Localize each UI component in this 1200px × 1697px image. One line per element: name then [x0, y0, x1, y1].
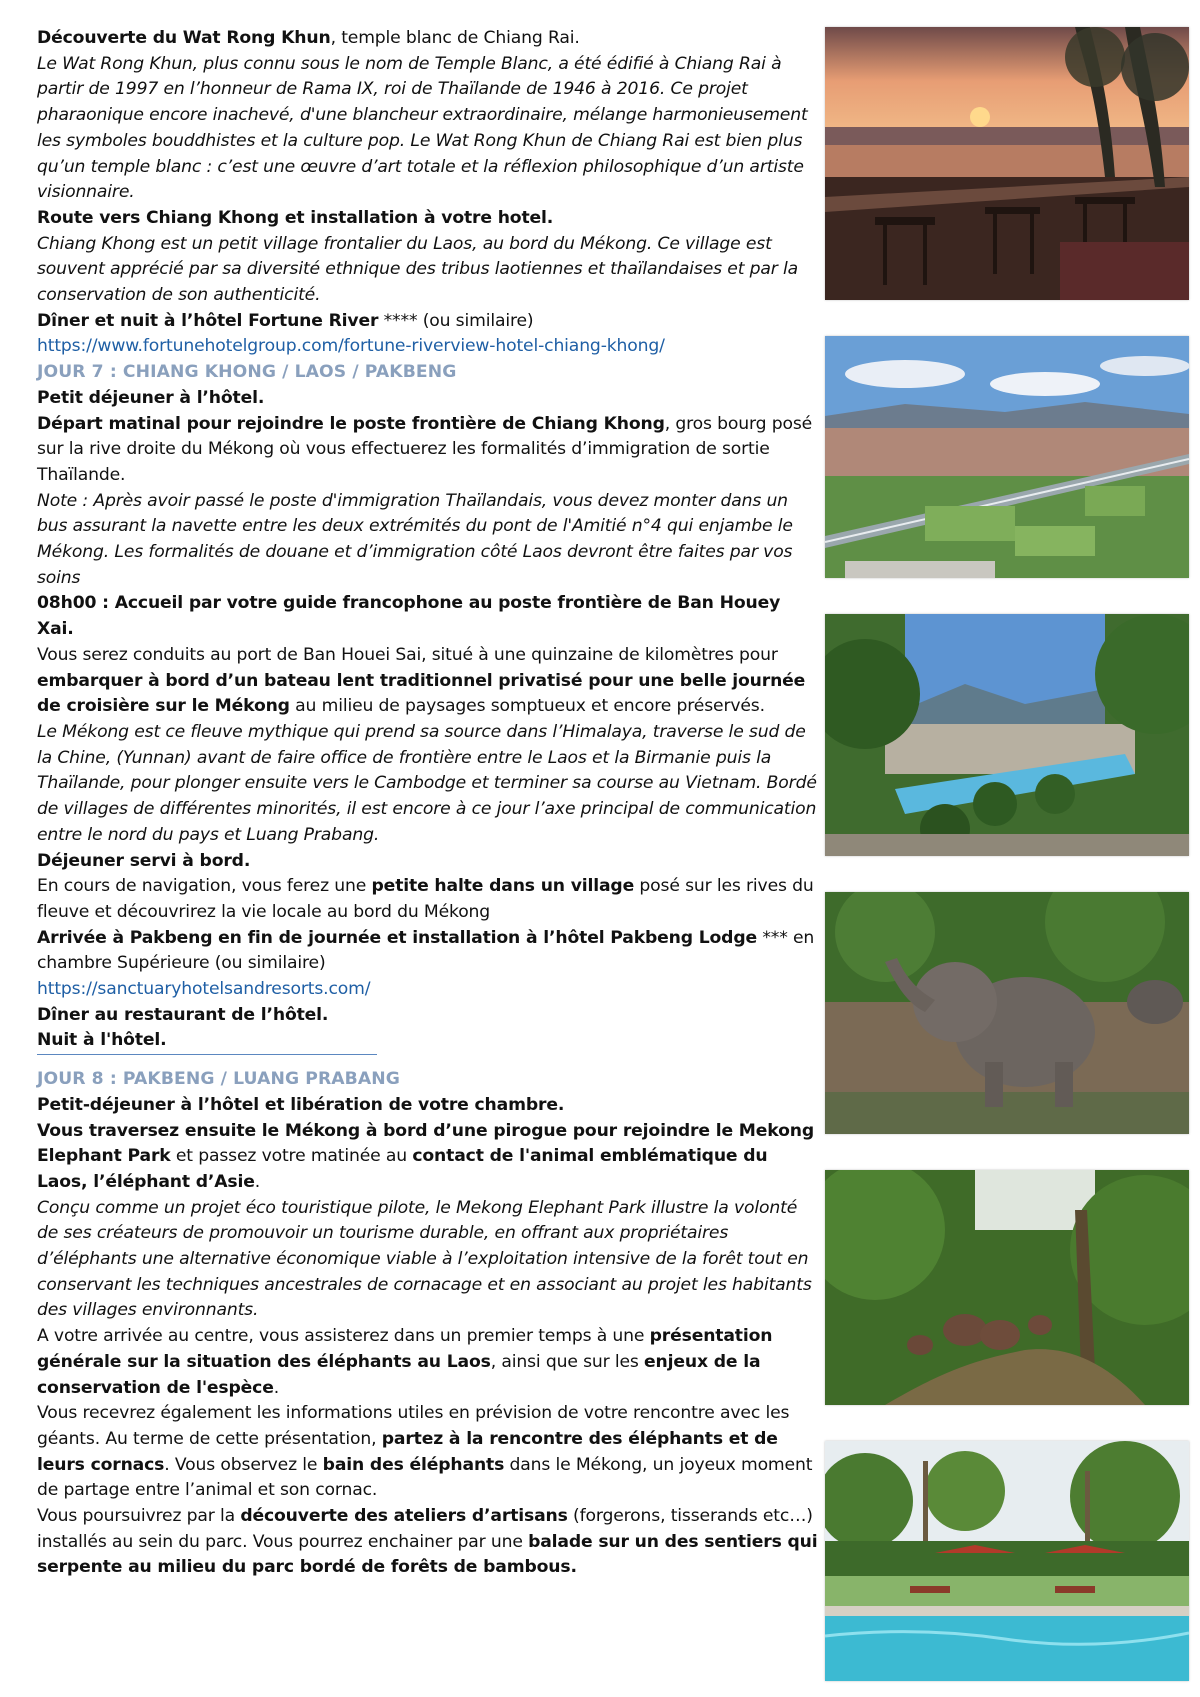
itinerary-paragraph — [37, 1028, 820, 1054]
text-run: Vous recevrez également les informations utiles en prévision de votre rencontre avec les géants. Au terme de cette présentation, — [37, 1403, 790, 1449]
itinerary-paragraph — [37, 874, 820, 925]
description-paragraph — [37, 489, 820, 592]
text-run: En cours de navigation, vous ferez une — [37, 876, 372, 897]
text-run: , ainsi que sur les — [490, 1351, 645, 1372]
itinerary-paragraph — [37, 591, 820, 642]
bold-text: Déjeuner servi à bord. — [37, 850, 251, 871]
text-run: , temple blanc de Chiang Rai. — [330, 28, 580, 48]
text-run: JOUR 7 : CHIANG KHONG / LAOS / PAKBENG — [37, 362, 457, 383]
bold-text: enjeux de la conservation de l'espèce — [37, 1351, 761, 1398]
itinerary-paragraph — [37, 206, 820, 232]
itinerary-paragraph — [37, 386, 820, 412]
text-run: posé sur les rives du fleuve et découvrirez la vie locale au bord du Mékong — [37, 876, 814, 922]
itinerary-paragraph — [37, 1119, 820, 1196]
bold-text: découverte des ateliers d’artisans — [240, 1506, 568, 1527]
bold-text: bain des éléphants — [322, 1454, 505, 1475]
text-run: Conçu comme un projet éco touristique pilote, le Mekong Elephant Park illustre la volonté de ses créateurs de promouvoir un tourisme durable, en offrant aux propriétaires d’éléphants une alternative économique viable à l’exploitation intensive de la forêt tout en conservant les techniques ancestrales de cornacage et en associant au projet les habitants des villages environnants. — [37, 1197, 812, 1321]
itinerary-paragraph — [37, 412, 820, 489]
itinerary-paragraph — [37, 643, 820, 720]
bold-text: présentation générale sur la situation des éléphants au Laos — [37, 1326, 773, 1372]
text-run: , gros bourg posé sur la rive droite du Mékong où vous effectuerez les formalités d’immigration de sortie Thaïlande. — [37, 413, 813, 485]
itinerary-paragraph — [37, 309, 820, 335]
text-run: . — [273, 1377, 280, 1398]
itinerary-paragraph — [37, 1003, 820, 1029]
sunset-terrace-photo — [825, 27, 1189, 300]
bold-text: contact de l'animal emblématique du Laos, l’éléphant d’Asie — [37, 1146, 768, 1192]
bold-text: Dîner au restaurant de l’hôtel. — [37, 1004, 329, 1025]
text-run: et passez votre matinée au — [170, 1146, 413, 1167]
text-run: au milieu de paysages somptueux et encore préservés. — [289, 696, 765, 717]
text-run: A votre arrivée au centre, vous assisterez dans un premier temps à une — [37, 1326, 650, 1347]
bold-text: Arrivée à Pakbeng en fin de journée et installation à l’hôtel Pakbeng Lodge — [37, 927, 757, 948]
day-heading — [37, 1067, 820, 1093]
website-link[interactable]: https://www.fortunehotelgroup.com/fortune-riverview-hotel-chiang-khong/ — [37, 336, 665, 357]
bold-text: embarquer à bord d’un bateau lent traditionnel privatisé pour une belle journée de croisière sur le Mékong — [37, 670, 806, 717]
text-run: dans le Mékong, un joyeux moment de partage entre l’animal et son cornac. — [37, 1454, 813, 1501]
itinerary-paragraph — [37, 26, 820, 52]
text-run: **** (ou similaire) — [378, 310, 534, 331]
itinerary-paragraph — [37, 1093, 820, 1119]
bold-text: Départ matinal pour rejoindre le poste frontière de Chiang Khong — [37, 413, 665, 434]
description-paragraph — [37, 52, 820, 206]
bold-text: Découverte du Wat Rong Khun — [37, 28, 331, 48]
bold-text: Dîner et nuit à l’hôtel Fortune River — [37, 310, 379, 331]
text-run: Note : Après avoir passé le poste d'immigration Thaïlandais, vous devez monter dans un bus assurant la navette entre les deux extrémités du pont de l'Amitié n°4 qui enjambe le Mékong. Les formalités de douane et d’immigration côté Laos devront être faites par vos soins — [37, 490, 793, 588]
spacer — [37, 1055, 820, 1067]
day-heading — [37, 360, 820, 386]
itinerary-paragraph — [37, 1504, 820, 1581]
text-run: Vous serez conduits au port de Ban Houei Sai, situé à une quinzaine de kilomètres pour — [37, 644, 778, 665]
text-run: Le Mékong est ce fleuve mythique qui prend sa source dans l’Himalaya, traverse le sud de la Chine, (Yunnan) avant de faire office de frontière entre le Laos et la Birmanie puis la Thaïlande, pour plonger ensuite vers le Cambodge et terminer sa course au Vietnam. Bordé de villages de différentes minorités, il est encore à ce jour l’axe principal de communication entre le nord du pays et Luang Prabang. — [37, 721, 817, 845]
description-paragraph — [37, 1196, 820, 1325]
text-run: . Vous observez le — [164, 1454, 323, 1475]
text-run: Chiang Khong est un petit village frontalier du Laos, au bord du Mékong. Ce village est souvent apprécié par sa diversité ethnique des tribus laotiennes et thaïlandaises et par la conservation de son authenticité. — [37, 233, 798, 306]
bold-text: 08h00 : Accueil par votre guide francophone au poste frontière de Ban Houey Xai. — [37, 593, 781, 640]
palm-garden-pool-photo — [825, 1441, 1189, 1681]
text-run: (forgerons, tisserands etc…) installés au sein du parc. Vous pourrez enchainer par une — [37, 1506, 813, 1552]
text-run: . — [254, 1171, 261, 1192]
description-paragraph — [37, 720, 820, 849]
bold-text: balade sur un des sentiers qui serpente au milieu du parc bordé de forêts de bambous. — [37, 1531, 818, 1578]
text-run: Vous poursuivrez par la — [37, 1506, 241, 1527]
bold-text: Vous traversez ensuite le Mékong à bord d’une pirogue pour rejoindre le Mekong Elephant Park — [37, 1120, 814, 1167]
itinerary-paragraph — [37, 1324, 820, 1401]
pool-mountain-photo — [825, 614, 1189, 856]
itinerary-paragraph — [37, 334, 820, 360]
description-paragraph — [37, 232, 820, 309]
elephant-bath-photo — [825, 892, 1189, 1134]
itinerary-paragraph — [37, 977, 820, 1003]
text-run: Le Wat Rong Khun, plus connu sous le nom de Temple Blanc, a été édifié à Chiang Rai à partir de 1997 en l’honneur de Rama IX, roi de Thaïlande de 1946 à 2016. Ce projet pharaonique encore inachevé, d'une blancheur extraordinaire, mélange harmonieusement les symboles bouddhistes et la culture pop. Le Wat Rong Khun de Chiang Rai est bien plus qu’un temple blanc : c’est une œuvre d’art totale et la réflexion philosophique d’un artiste visionnaire. — [37, 53, 808, 203]
itinerary-paragraph — [37, 1401, 820, 1504]
text-run: *** en chambre Supérieure (ou similaire) — [37, 927, 815, 974]
itinerary-paragraph — [37, 849, 820, 875]
bold-text: Route vers Chiang Khong et installation à votre hotel. — [37, 207, 554, 228]
bold-text: Nuit à l'hôtel. — [37, 1030, 167, 1051]
website-link[interactable]: https://sanctuaryhotelsandresorts.com/ — [37, 979, 371, 1000]
text-run: JOUR 8 : PAKBENG / LUANG PRABANG — [37, 1069, 400, 1090]
bold-text: partez à la rencontre des éléphants et de leurs cornacs — [37, 1428, 778, 1475]
itinerary-text — [37, 26, 820, 1581]
elephant-forest-photo — [825, 1170, 1189, 1405]
friendship-bridge-photo — [825, 336, 1189, 578]
bold-text: Petit-déjeuner à l’hôtel et libération de votre chambre. — [37, 1094, 565, 1115]
bold-text: Petit déjeuner à l’hôtel. — [37, 387, 265, 408]
itinerary-paragraph — [37, 926, 820, 977]
bold-text: petite halte dans un village — [371, 876, 635, 897]
